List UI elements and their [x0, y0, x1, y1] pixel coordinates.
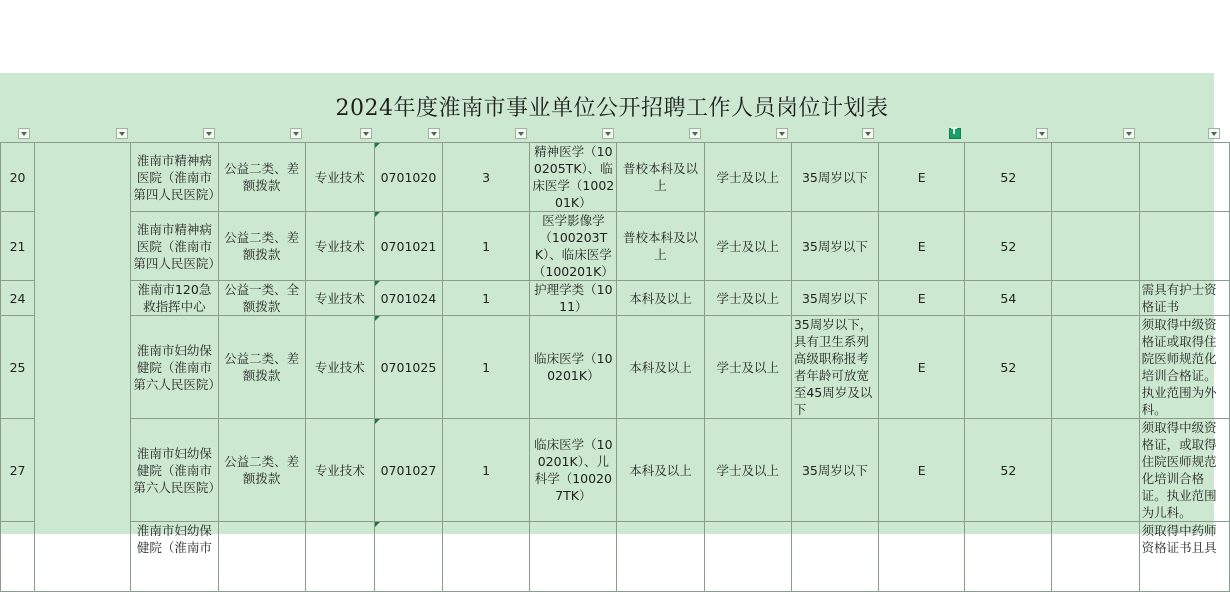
unit-cell[interactable]: 淮南市精神病医院（淮南市第四人民医院） [131, 143, 218, 212]
seq-cell[interactable]: 27 [1, 419, 35, 522]
exam-cell[interactable]: E [879, 212, 965, 281]
merged-blank-cell[interactable] [35, 143, 131, 592]
age-cell[interactable]: 35周岁以下 [791, 212, 878, 281]
exam-cell[interactable]: E [879, 419, 965, 522]
major-cell[interactable]: 精神医学（100205TK）、临床医学（100201K） [530, 143, 617, 212]
count-cell[interactable] [443, 522, 530, 592]
remark-cell[interactable]: 须取得中药师资格证书且具 [1139, 522, 1229, 592]
recruitment-table [0, 142, 1230, 592]
age-cell[interactable] [791, 522, 878, 592]
filter-dropdown-icon[interactable] [689, 128, 701, 139]
exam-cell[interactable] [879, 522, 965, 592]
table-row [1, 316, 1230, 419]
number-cell[interactable] [965, 522, 1052, 592]
degree-cell[interactable]: 学士及以上 [704, 316, 791, 419]
count-cell[interactable]: 1 [443, 316, 530, 419]
filter-dropdown-icon[interactable] [1208, 128, 1220, 139]
filter-dropdown-icon[interactable] [203, 128, 215, 139]
major-cell[interactable] [530, 522, 617, 592]
table-row [1, 281, 1230, 316]
seq-cell[interactable] [1, 522, 35, 592]
number-cell[interactable]: 54 [965, 281, 1052, 316]
filter-dropdown-icon[interactable] [360, 128, 372, 139]
seq-cell[interactable]: 25 [1, 316, 35, 419]
age-cell[interactable]: 35周岁以下，具有卫生系列高级职称报考者年龄可放宽至45周岁及以下 [791, 316, 878, 419]
filter-dropdown-icon[interactable] [290, 128, 302, 139]
filter-dropdown-icon[interactable] [1123, 128, 1135, 139]
code-cell[interactable]: 0701020 [374, 143, 442, 212]
degree-cell[interactable]: 学士及以上 [704, 143, 791, 212]
major-cell[interactable]: 临床医学（100201K）、儿科学（100207TK） [530, 419, 617, 522]
table-row [1, 522, 1230, 592]
blank-cell[interactable] [1052, 143, 1139, 212]
category-cell[interactable]: 专业技术 [305, 281, 374, 316]
blank-cell[interactable] [1052, 316, 1139, 419]
seq-cell[interactable]: 20 [1, 143, 35, 212]
major-cell[interactable]: 临床医学（100201K） [530, 316, 617, 419]
number-cell[interactable]: 52 [965, 143, 1052, 212]
remark-cell[interactable]: 需具有护士资格证书 [1139, 281, 1229, 316]
code-cell[interactable]: 0701027 [374, 419, 442, 522]
filter-dropdown-icon[interactable] [1036, 128, 1048, 139]
page-title: 2024年度淮南市事业单位公开招聘工作人员岗位计划表 [335, 96, 889, 121]
unit-cell[interactable]: 淮南市精神病医院（淮南市第四人民医院） [131, 212, 218, 281]
unit-cell[interactable]: 淮南市120急救指挥中心 [131, 281, 218, 316]
remark-cell[interactable] [1139, 143, 1229, 212]
remark-cell[interactable]: 须取得中级资格证，或取得住院医师规范化培训合格证。执业范围为儿科。 [1139, 419, 1229, 522]
blank-cell[interactable] [1052, 281, 1139, 316]
filter-dropdown-icon[interactable] [602, 128, 614, 139]
count-cell[interactable]: 1 [443, 419, 530, 522]
count-cell[interactable]: 1 [443, 281, 530, 316]
filter-dropdown-icon[interactable] [862, 128, 874, 139]
major-cell[interactable]: 医学影像学（100203TK）、临床医学（100201K） [530, 212, 617, 281]
code-cell[interactable]: 0701025 [374, 316, 442, 419]
table-row [1, 212, 1230, 281]
type-cell[interactable]: 公益二类、差额拨款 [218, 316, 305, 419]
count-cell[interactable]: 3 [443, 143, 530, 212]
unit-cell[interactable]: 淮南市妇幼保健院（淮南市 [131, 522, 218, 592]
remark-cell[interactable] [1139, 212, 1229, 281]
education-cell[interactable]: 本科及以上 [617, 281, 704, 316]
seq-cell[interactable]: 24 [1, 281, 35, 316]
seq-cell[interactable]: 21 [1, 212, 35, 281]
filter-dropdown-icon[interactable] [515, 128, 527, 139]
age-cell[interactable]: 35周岁以下 [791, 143, 878, 212]
education-cell[interactable]: 本科及以上 [617, 419, 704, 522]
active-filter-icon[interactable] [949, 128, 961, 139]
age-cell[interactable]: 35周岁以下 [791, 281, 878, 316]
filter-dropdown-icon[interactable] [18, 128, 30, 139]
major-cell[interactable]: 护理学类（1011） [530, 281, 617, 316]
number-cell[interactable]: 52 [965, 419, 1052, 522]
code-cell[interactable]: 0701024 [374, 281, 442, 316]
filter-dropdown-icon[interactable] [776, 128, 788, 139]
age-cell[interactable]: 35周岁以下 [791, 419, 878, 522]
count-cell[interactable]: 1 [443, 212, 530, 281]
filter-dropdown-icon[interactable] [428, 128, 440, 139]
blank-cell[interactable] [1052, 419, 1139, 522]
exam-cell[interactable]: E [879, 143, 965, 212]
unit-cell[interactable]: 淮南市妇幼保健院（淮南市第六人民医院） [131, 316, 218, 419]
unit-cell[interactable]: 淮南市妇幼保健院（淮南市第六人民医院） [131, 419, 218, 522]
filter-dropdown-icon[interactable] [116, 128, 128, 139]
education-cell[interactable]: 普校本科及以上 [617, 212, 704, 281]
type-cell[interactable]: 公益二类、差额拨款 [218, 212, 305, 281]
degree-cell[interactable]: 学士及以上 [704, 419, 791, 522]
type-cell[interactable] [218, 522, 305, 592]
exam-cell[interactable]: E [879, 281, 965, 316]
education-cell[interactable]: 本科及以上 [617, 316, 704, 419]
blank-cell[interactable] [1052, 212, 1139, 281]
exam-cell[interactable]: E [879, 316, 965, 419]
category-cell[interactable]: 专业技术 [305, 212, 374, 281]
table-row [1, 419, 1230, 522]
education-cell[interactable]: 普校本科及以上 [617, 143, 704, 212]
table-row [1, 143, 1230, 212]
degree-cell[interactable]: 学士及以上 [704, 281, 791, 316]
code-cell[interactable] [374, 522, 442, 592]
number-cell[interactable]: 52 [965, 316, 1052, 419]
degree-cell[interactable] [704, 522, 791, 592]
blank-cell[interactable] [1052, 522, 1139, 592]
remark-cell[interactable]: 须取得中级资格证或取得住院医师规范化培训合格证。执业范围为外科。 [1139, 316, 1229, 419]
category-cell[interactable]: 专业技术 [305, 316, 374, 419]
number-cell[interactable]: 52 [965, 212, 1052, 281]
type-cell[interactable]: 公益二类、差额拨款 [218, 419, 305, 522]
code-cell[interactable]: 0701021 [374, 212, 442, 281]
education-cell[interactable] [617, 522, 704, 592]
type-cell[interactable]: 公益二类、差额拨款 [218, 143, 305, 212]
category-cell[interactable] [305, 522, 374, 592]
spreadsheet-area [0, 73, 1217, 555]
degree-cell[interactable]: 学士及以上 [704, 212, 791, 281]
type-cell[interactable]: 公益一类、全额拨款 [218, 281, 305, 316]
category-cell[interactable]: 专业技术 [305, 143, 374, 212]
category-cell[interactable]: 专业技术 [305, 419, 374, 522]
